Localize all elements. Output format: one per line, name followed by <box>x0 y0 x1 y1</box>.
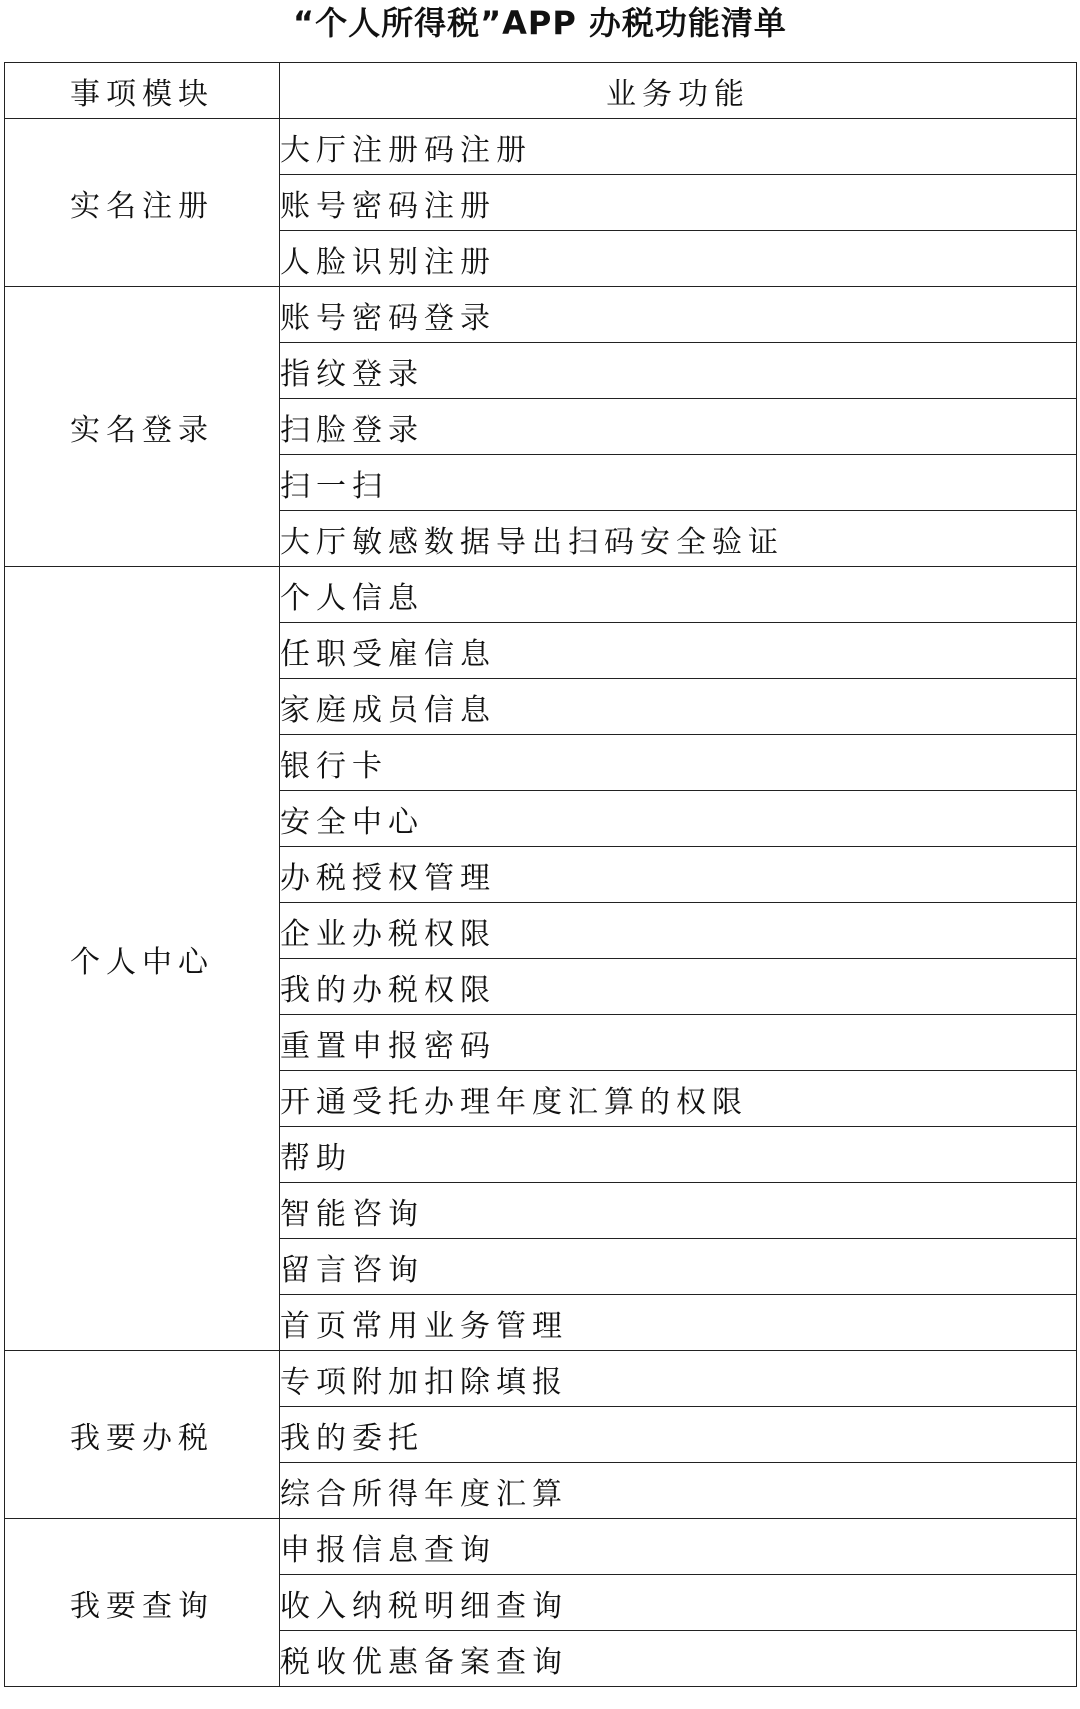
table-row <box>5 567 1077 623</box>
function-cell: 办税授权管理 <box>280 847 1077 903</box>
function-cell: 我的委托 <box>280 1407 1077 1463</box>
page-title: “个人所得税”APP 办税功能清单 <box>293 4 787 42</box>
module-cell: 实名注册 <box>5 119 280 287</box>
table-row <box>5 1351 1077 1407</box>
function-list-table <box>4 62 1077 1687</box>
function-cell: 综合所得年度汇算 <box>280 1463 1077 1519</box>
function-cell: 指纹登录 <box>280 343 1077 399</box>
function-cell: 账号密码注册 <box>280 175 1077 231</box>
module-cell: 个人中心 <box>5 567 280 1351</box>
function-cell: 税收优惠备案查询 <box>280 1631 1077 1687</box>
function-cell: 人脸识别注册 <box>280 231 1077 287</box>
table-header-row <box>5 63 1077 119</box>
module-cell: 我要查询 <box>5 1519 280 1687</box>
header-function: 业务功能 <box>280 63 1077 119</box>
table-body <box>5 119 1077 1687</box>
header-module: 事项模块 <box>5 63 280 119</box>
function-cell: 个人信息 <box>280 567 1077 623</box>
function-cell: 任职受雇信息 <box>280 623 1077 679</box>
function-cell: 收入纳税明细查询 <box>280 1575 1077 1631</box>
function-cell: 专项附加扣除填报 <box>280 1351 1077 1407</box>
function-cell: 扫脸登录 <box>280 399 1077 455</box>
function-cell: 帮助 <box>280 1127 1077 1183</box>
table-row <box>5 287 1077 343</box>
function-cell: 账号密码登录 <box>280 287 1077 343</box>
function-cell: 留言咨询 <box>280 1239 1077 1295</box>
function-cell: 安全中心 <box>280 791 1077 847</box>
function-cell: 我的办税权限 <box>280 959 1077 1015</box>
module-cell: 实名登录 <box>5 287 280 567</box>
function-cell: 首页常用业务管理 <box>280 1295 1077 1351</box>
function-cell: 企业办税权限 <box>280 903 1077 959</box>
module-cell: 我要办税 <box>5 1351 280 1519</box>
table-row <box>5 1519 1077 1575</box>
function-cell: 扫一扫 <box>280 455 1077 511</box>
function-cell: 大厅敏感数据导出扫码安全验证 <box>280 511 1077 567</box>
function-cell: 银行卡 <box>280 735 1077 791</box>
function-cell: 智能咨询 <box>280 1183 1077 1239</box>
function-cell: 申报信息查询 <box>280 1519 1077 1575</box>
function-cell: 重置申报密码 <box>280 1015 1077 1071</box>
table-row <box>5 119 1077 175</box>
function-cell: 开通受托办理年度汇算的权限 <box>280 1071 1077 1127</box>
function-cell: 家庭成员信息 <box>280 679 1077 735</box>
function-cell: 大厅注册码注册 <box>280 119 1077 175</box>
